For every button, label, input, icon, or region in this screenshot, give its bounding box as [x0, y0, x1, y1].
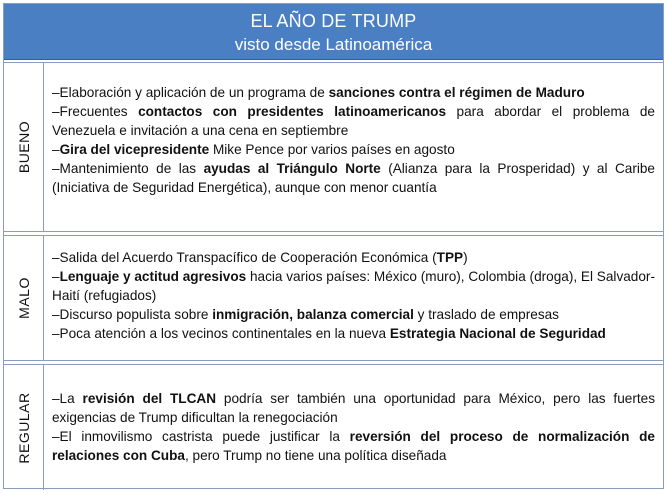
item-text: , pero Trump no tiene una política diseñada — [184, 448, 447, 463]
item-text: y traslado de empresas — [413, 307, 559, 322]
section-row-bueno — [4, 62, 663, 232]
bold-text: contactos con presidentes latinoamericanos — [138, 104, 447, 119]
item-text: hacia varios países: México (muro), Colombia (droga), El Salvador-Haití (refugiados) — [52, 269, 655, 303]
list-item — [52, 140, 655, 159]
list-item — [52, 427, 655, 465]
section-label-bueno: BUENO — [15, 120, 32, 174]
list-item — [52, 159, 655, 197]
item-text: –Salida del Acuerdo Transpacífico de Cooperación Económica ( — [52, 250, 437, 265]
section-label-regular: REGULAR — [15, 391, 32, 464]
item-text: para abordar el problema de Venezuela e invitación a una cena en septiembre — [52, 104, 655, 138]
bold-text: reversión del proceso de normalización de relaciones con Cuba — [52, 429, 655, 463]
section-row-malo — [4, 235, 663, 361]
bold-text: Gira del vicepresidente — [59, 142, 210, 157]
bold-text: inmigración, balanza comercial — [212, 307, 414, 322]
item-text: ) — [463, 250, 468, 265]
section-label-cell — [4, 63, 44, 231]
item-text: – — [52, 269, 60, 284]
item-text: –Discurso populista sobre — [52, 307, 213, 322]
bold-text: revisión del TLCAN — [82, 391, 217, 406]
bold-text: Lenguaje y actitud agresivos — [59, 269, 247, 284]
list-item — [52, 267, 655, 305]
item-text: –Poca atención a los vecinos continentales en la nueva — [52, 326, 390, 341]
list-item — [52, 83, 655, 102]
list-item — [52, 102, 655, 140]
section-content-bueno — [52, 83, 655, 197]
item-text: –El inmovilismo castrista puede justificar la — [52, 429, 350, 444]
section-row-regular — [4, 364, 663, 490]
table-title: EL AÑO DE TRUMP — [250, 11, 417, 31]
bold-text: sanciones contra el régimen de Maduro — [328, 85, 585, 100]
item-text: (Alianza para la Prosperidad) y al Caribe (Iniciativa de Seguridad Energética), aunque con menor cuantía — [52, 161, 655, 195]
item-text: –La — [52, 391, 83, 406]
item-text: –Frecuentes — [52, 104, 139, 119]
table-subtitle: visto desde Latinoamérica — [234, 35, 433, 54]
bold-text: ayudas al Triángulo Norte — [203, 161, 381, 176]
item-text: – — [52, 142, 60, 157]
list-item — [52, 305, 655, 324]
summary-table — [3, 3, 664, 489]
item-text: podría ser también una oportunidad para México, pero las fuertes exigencias de Trump dificultan la renegociación — [52, 391, 655, 425]
table-header — [4, 4, 663, 60]
item-text: Mike Pence por varios países en agosto — [209, 142, 455, 157]
list-item — [52, 248, 655, 267]
item-text: –Mantenimiento de las — [52, 161, 204, 176]
list-item — [52, 324, 655, 343]
bold-text: Estrategia Nacional de Seguridad — [389, 326, 606, 341]
section-label-cell — [4, 236, 44, 360]
section-label-malo: MALO — [15, 277, 32, 319]
item-text: –Elaboración y aplicación de un programa de — [52, 85, 329, 100]
section-label-cell — [4, 365, 44, 490]
list-item — [52, 389, 655, 427]
section-content-regular — [52, 389, 655, 465]
section-content-malo — [52, 248, 655, 343]
bold-text: TPP — [436, 250, 464, 265]
